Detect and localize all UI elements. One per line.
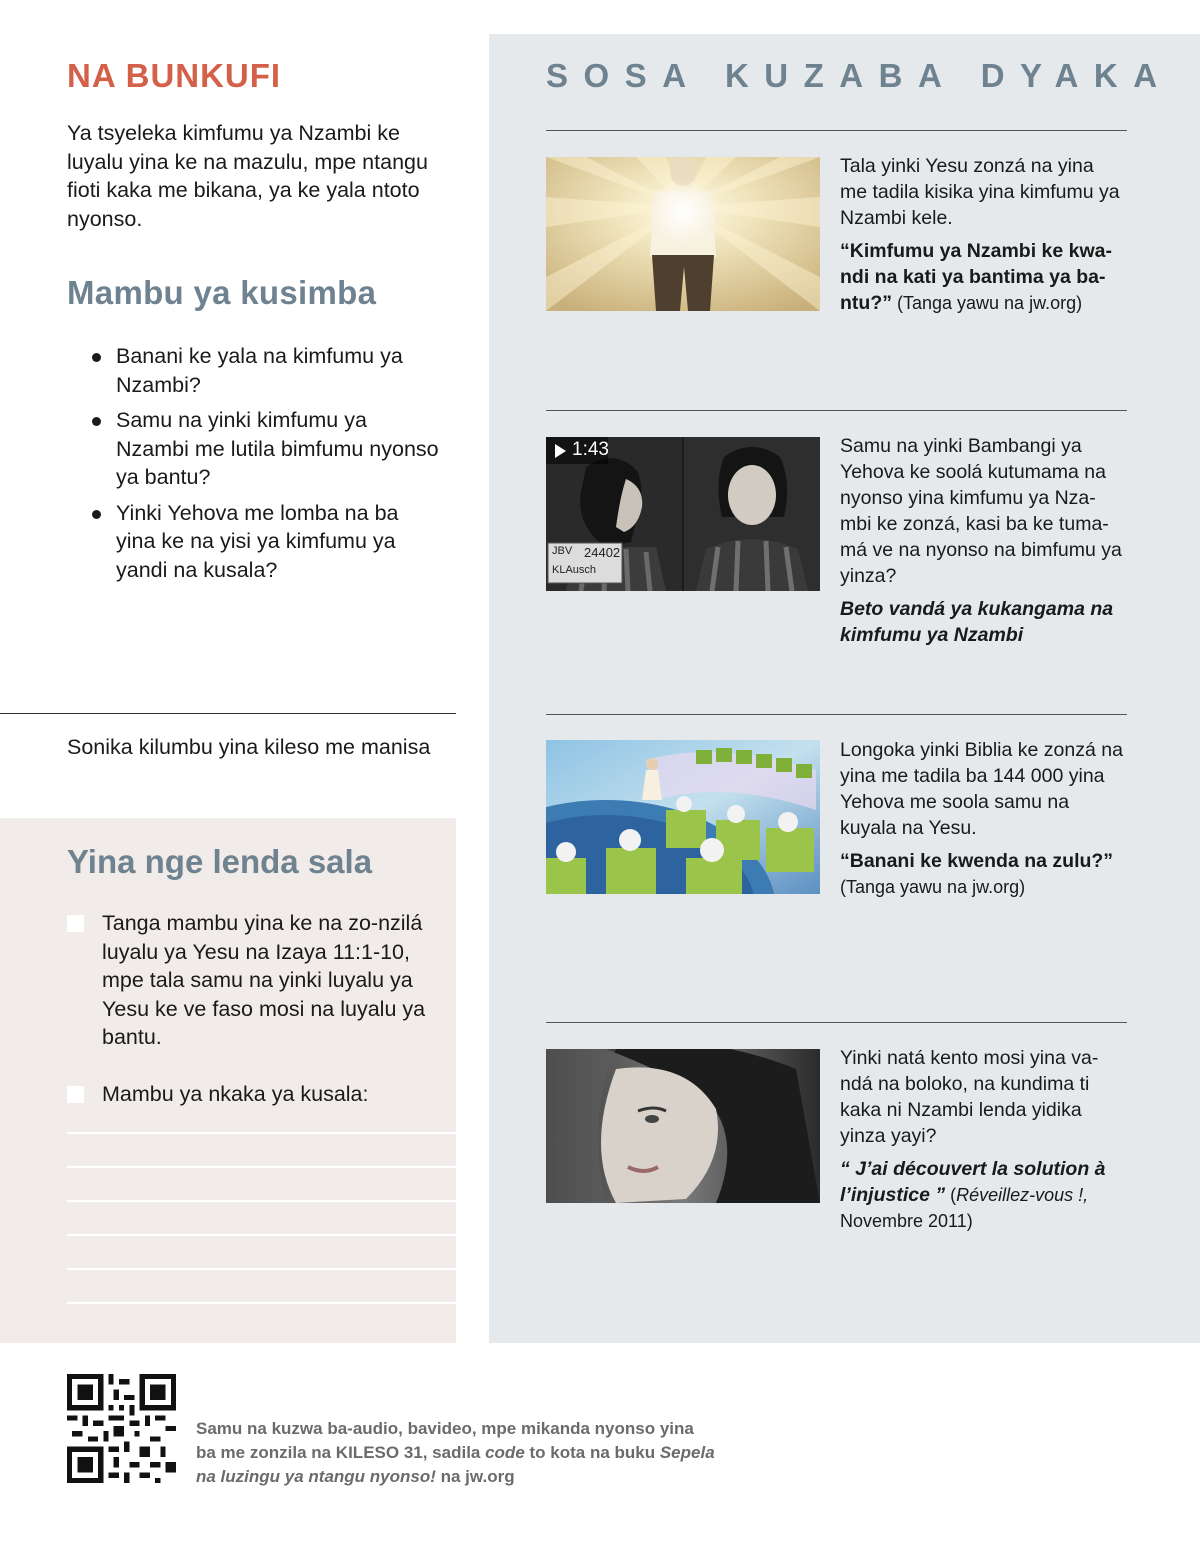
bullet-icon (92, 353, 101, 362)
item-4-text: Yinki natá kento mosi yina va-ndá na boloko, na kundima ti kaka ni Nzambi lenda yidika yinza yayi? “ J’ai découvert la solution à l’injustice ” (Réveillez-vous !, Novembre 2011) (840, 1047, 1106, 1231)
sonika-text: Sonika kilumbu yina kileso me manisa (67, 735, 431, 759)
task-label: Mambu ya nkaka ya kusala: (102, 1082, 369, 1106)
photo-tag: KLAusch (552, 564, 597, 576)
mambu-ya-kusimba-title: Mambu ya kusimba (67, 274, 377, 311)
woman-portrait-icon[interactable] (546, 1049, 820, 1203)
item-2-text: Samu na yinki Bambangi ya Yehova ke soolá kutumama na nyonso yina kimfumu ya Nza-mbi ke zonzá, kasi ba ke tuma-má ve na nyonso na bimfumu ya yinza? Beto vandá ya kukangama na kimfumu ya Nzambi (840, 433, 1125, 648)
divider (546, 410, 1127, 411)
qr-code-icon[interactable] (67, 1374, 176, 1483)
divider (0, 713, 456, 714)
task-item (67, 909, 437, 1052)
task-label: Tanga mambu yina ke na zo-nzilá luyalu ya Yesu na Izaya 11:1-10, mpe tala samu na yinki luyalu ya Yesu ke ve faso mosi na luyalu ya bantu. (102, 911, 426, 1049)
jw-org-link[interactable]: na jw.org (435, 1467, 515, 1486)
divider (546, 130, 1127, 131)
checkbox[interactable] (67, 915, 84, 932)
item-1-text: Tala yinki Yesu zonzá na yina me tadila kisika yina kimfumu ya Nzambi kele. “Kimfumu ya Nzambi ke kwa-ndi na kati ya bantima ya ba-ntu?” (Tanga yawu na jw.org) (840, 155, 1120, 314)
bullet-icon (92, 510, 101, 519)
task-item (67, 1080, 437, 1109)
article-link[interactable]: “Banani ke kwenda na zulu?” (840, 850, 1114, 872)
article-link[interactable]: “Kimfumu ya Nzambi ke kwa-ndi na kati ya bantima ya ba-ntu?” (840, 240, 1112, 314)
list-item: Samu na yinki kimfumu ya Nzambi me lutila bimfumu nyonso ya bantu? (92, 406, 442, 492)
bullet-icon (92, 417, 101, 426)
checkbox[interactable] (67, 1086, 84, 1103)
heavenly-thrones-icon[interactable] (546, 740, 820, 894)
sosa-kuzaba-dyaka-title: SOSA KUZABA DYAKA (546, 57, 1173, 94)
glowing-man-icon[interactable] (546, 157, 820, 311)
video-duration: 1:43 (572, 439, 609, 460)
na-bunkufi-title: NA BUNKUFI (67, 57, 282, 94)
item-3-text: Longoka yinki Biblia ke zonzá na yina me tadila ba 144 000 yina Yehova me soola samu na kuyala na Yesu. “Banani ke kwenda na zulu?” (Tanga yawu na jw.org) (840, 737, 1125, 900)
video-link[interactable]: Beto vandá ya kukangama na kimfumu ya Nzambi (840, 598, 1114, 646)
writing-lines[interactable] (67, 1132, 456, 1336)
list-item: Banani ke yala na kimfumu ya Nzambi? (92, 342, 442, 399)
photo-tag: 24402 (584, 545, 621, 560)
photo-tag: JBV (552, 545, 573, 557)
yina-nge-lenda-sala-title: Yina nge lenda sala (67, 843, 373, 880)
footer-text: Samu na kuzwa ba-audio, bavideo, mpe mikanda nyonso yina ba me zonzila na KILESO 31, sadila code to kota na buku Sepela na luzingu ya ntangu nyonso! na jw.org (196, 1419, 715, 1486)
prisoner-photos-icon[interactable] (546, 437, 820, 591)
article-link[interactable]: “ J’ai découvert la solution à l’injustice ” (840, 1158, 1106, 1206)
divider (546, 714, 1127, 715)
list-item: Yinki Yehova me lomba na ba yina ke na yisi ya kimfumu ya yandi na kusala? (92, 499, 442, 585)
questions-list (92, 342, 442, 591)
divider (546, 1022, 1127, 1023)
summary-text: Ya tsyeleka kimfumu ya Nzambi ke luyalu yina ke na mazulu, mpe ntangu fioti kaka me bikana, ya ke yala ntoto nyonso. (67, 121, 428, 231)
